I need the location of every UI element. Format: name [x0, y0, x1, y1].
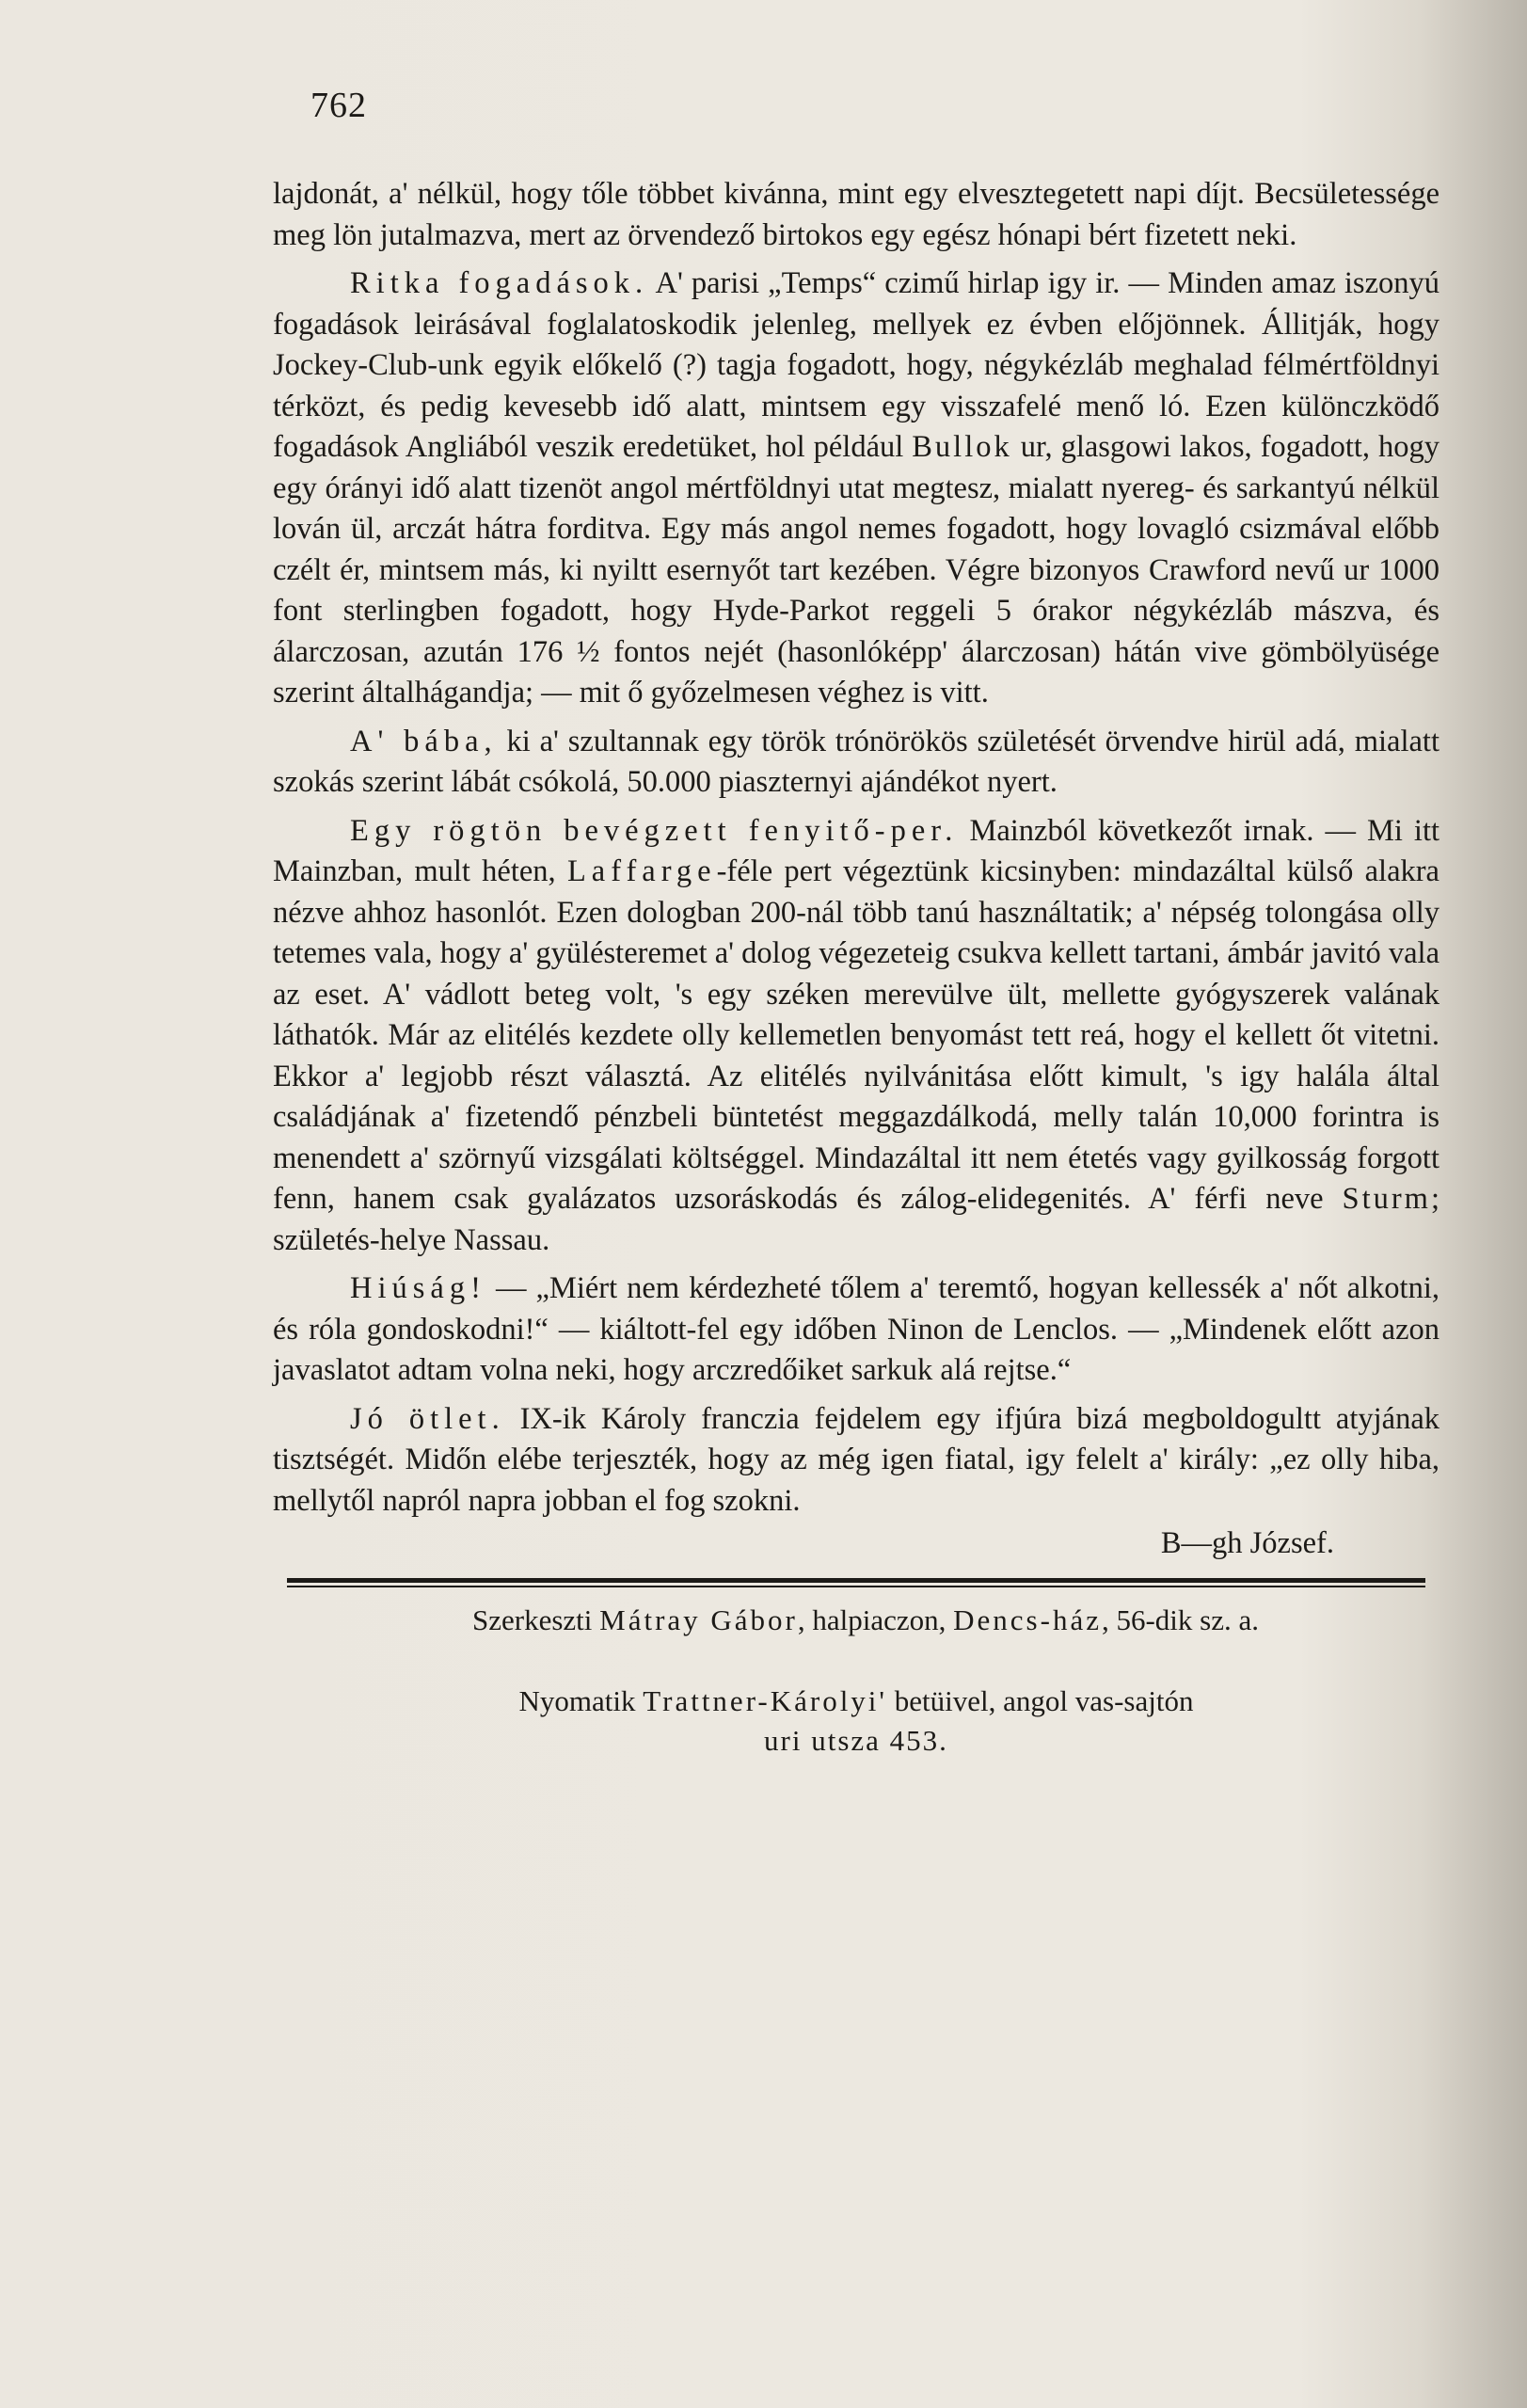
body-text: ur, glasgowi lakos, fogadott, hogy egy órányi idő alatt tizenöt angol mértföldnyi utat megtesz, mialatt nyereg- és sarkantyú nélkül lován ül, arczát hátra forditva. Egy más angol nemes fogadott, hogy lovagló csizmával előbb czélt ér, mintsem más, ki nyiltt esernyőt tart kezében. Végre bizonyos Crawford nevű ur 1000 font sterlingben fogadott, hogy Hyde-Parkot reggeli 5 órakor négykézláb mászva, és álarczosan, azután 176 ½ fontos nejét (hasonlóképp' álarczosan) hátán vive gömbölyüsége szerint általhágandja; — mit ő győzelmesen véghez is vitt.	[273, 430, 1440, 710]
spaced-heading-text: Jó ötlet.	[350, 1401, 505, 1436]
editor-separator: , halpiaczon,	[797, 1603, 954, 1636]
printer-address: uri utsza 453.	[764, 1723, 948, 1757]
printer-prefix: Nyomatik	[518, 1683, 636, 1717]
spaced-heading-text: Hiúság!	[350, 1271, 486, 1305]
printer-line	[273, 1682, 1440, 1721]
spaced-heading-text: Ritka fogadások.	[350, 266, 649, 300]
editor-name: Mátray Gábor	[599, 1603, 798, 1636]
body-text: A' parisi „Temps“ czimű hirlap igy ir. — Minden amaz iszonyú fogadások leirásával foglalatoskodik jelenleg, mellyek ez évben előjönnek. Állitják, hogy Jockey-Club-unk egyik előkelő (?) tagja fogadott, hogy, négykézláb meghalad félmértföldnyi térközt, és pedig kevesebb idő alatt, mintsem egy visszafelé menő ló. Ezen különczködő fogadások Angliából veszik eredetüket, hol például	[273, 266, 1440, 464]
printer-name: Trattner-Károlyi'	[643, 1683, 888, 1717]
page-number: 762	[310, 86, 367, 125]
author-signature: B—gh József.	[1160, 1526, 1334, 1560]
article-body	[273, 174, 1440, 1761]
spaced-name-text: Bullok	[912, 430, 1012, 464]
paragraph-a-baba	[273, 722, 1440, 804]
divider-thick	[287, 1578, 1425, 1583]
body-text: ki a' szultannak egy török trónörökös születését örvendve hirül adá, mialatt szokás szerint lábát csókolá, 50.000 piaszternyi ajándékot nyert.	[273, 724, 1440, 799]
body-text: -féle pert végeztünk kicsinyben: mindazáltal külső alakra nézve ahhoz hasonlót. Ezen dologban 200-nál több tanú használtatik; a' népség tolongása olly tetemes vala, hogy a' gyülésteremet a' dolog végezeteig csukva kellett tartani, ámbár javitó vala az eset. A' vádlott beteg volt, 's egy széken merevülve ült, mellette gyógyszerek valának láthatók. Már az elitélés kezdete olly kellemetlen benyomást tett reá, hogy el kellett őt vitetni. Ekkor a' legjobb részt választá. Az elitélés nyilvánitása előtt kimult, 's igy halála által családjának a' fizetendő pénzbeli büntetést meggazdálkodá, melly talán 10,000 forintra is menendett a' szörnyű vizsgálati költséggel. Mindazáltal itt nem étetés vagy gyilkosság forgott fenn, hanem csak gyalázatos uzsoráskodás és zálog-elidegenités. A' férfi neve	[273, 854, 1440, 1216]
spaced-heading-text: A' bába,	[350, 724, 498, 758]
body-text: Mainzból következőt irnak. — Mi itt Mainzban, mult héten,	[273, 813, 1440, 888]
spaced-heading-text: Egy rögtön bevégzett fenyitő-per.	[350, 813, 959, 848]
editor-prefix: Szerkeszti	[472, 1603, 593, 1636]
body-text: — „Miért nem kérdezheté tőlem a' teremtő, hogyan kellessék a' nőt alkotni, és róla gondoskodni!“ — kiáltott-fel egy időben Ninon de Lenclos. — „Mindenek előtt azon javaslatot adtam volna neki, hogy arczredőiket sarkuk alá rejtse.“	[273, 1271, 1440, 1387]
editor-line	[273, 1601, 1440, 1640]
paragraph-ritka-fogadasok	[273, 263, 1440, 714]
body-text: lajdonát, a' nélkül, hogy tőle többet kivánna, mint egy elvesztegetett napi díjt. Becsületessége meg lön jutalmazva, mert az örvendező birtokos egy egész hónapi bért fizetett neki.	[273, 177, 1440, 252]
paragraph-jo-otlet	[273, 1399, 1440, 1523]
spaced-name-text: Sturm	[1342, 1182, 1431, 1216]
body-text: ; születés-helye Nassau.	[273, 1182, 1440, 1257]
paragraph-fenyito-per	[273, 811, 1440, 1262]
spaced-heading-text: Laffarge	[566, 854, 717, 888]
editor-suffix: , 56-dik sz. a.	[1101, 1603, 1259, 1636]
paragraph-continuation	[273, 174, 1440, 256]
printer-suffix: betüivel, angol vas-sajtón	[894, 1683, 1194, 1717]
paragraph-hiusag	[273, 1268, 1440, 1392]
body-text: IX-ik Károly franczia fejdelem egy ifjúra bizá megboldogultt atyjának tisztségét. Midőn elébe terjeszték, hogy az még igen fiatal, igy felelt a' király: „ez olly hiba, mellytől napról napra jobban el fog szokni.	[273, 1401, 1440, 1518]
divider-thin	[287, 1586, 1425, 1587]
editor-house: Dencs-ház	[953, 1603, 1102, 1636]
